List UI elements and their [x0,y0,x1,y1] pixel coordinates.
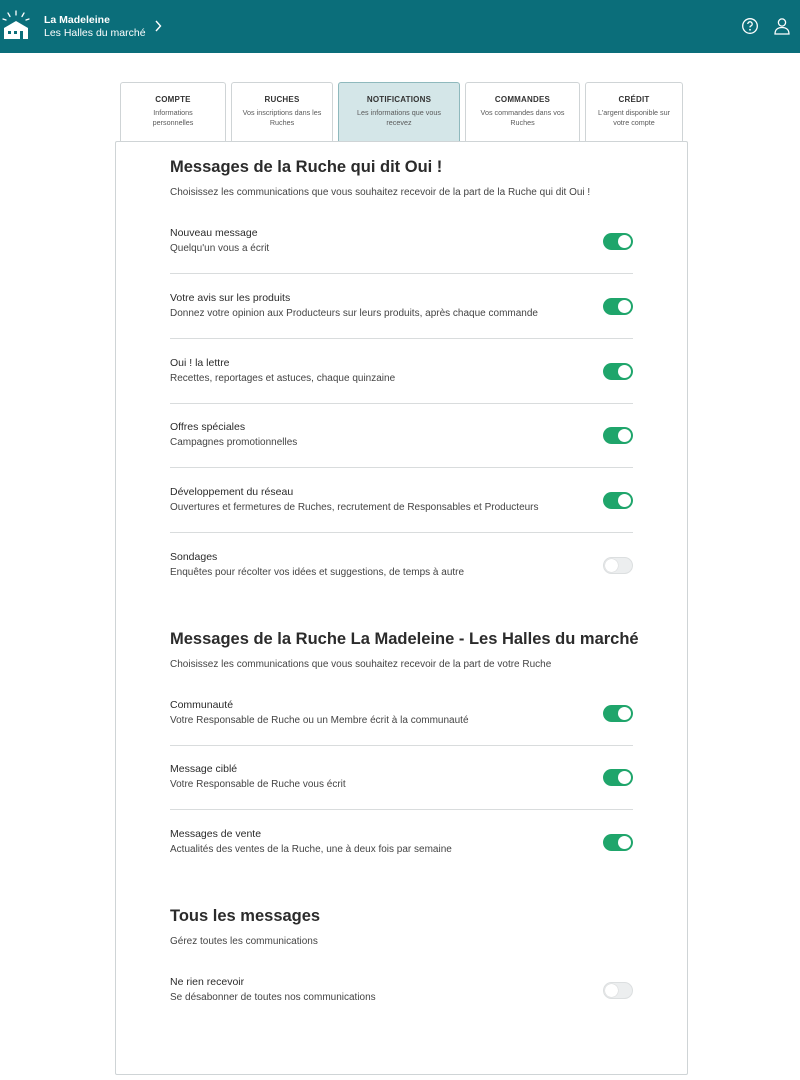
section-desc-local-hive: Choisissez les communications que vous souhaitez recevoir de la part de votre Ruche [170,659,552,670]
user-icon[interactable] [773,17,791,35]
logo-hive-icon[interactable] [2,10,30,40]
notification-row [170,763,633,810]
tab-desc: L'argent disponible sur votre compte [597,108,671,127]
row-title: Message ciblé [170,763,238,775]
hive-location: Les Halles du marché [44,27,146,39]
section-desc-ruche: Choisissez les communications que vous souhaitez recevoir de la part de la Ruche qui dit Oui ! [170,187,591,198]
toggle-developpement-reseau[interactable] [603,492,633,509]
chevron-right-icon [154,20,162,32]
top-bar [0,0,800,53]
notifications-panel [115,141,688,1075]
notification-row [170,699,633,746]
row-desc: Recettes, reportages et astuces, chaque quinzaine [170,373,396,384]
notification-row [170,486,633,533]
row-desc: Donnez votre opinion aux Producteurs sur leurs produits, après chaque commande [170,308,538,319]
section-desc-all: Gérez toutes les communications [170,936,318,947]
notification-row [170,357,633,404]
notification-row [170,227,633,274]
toggle-avis-produits[interactable] [603,298,633,315]
row-title: Communauté [170,699,234,711]
row-desc: Campagnes promotionnelles [170,437,298,448]
section-title-ruche: Messages de la Ruche qui dit Oui ! [170,158,443,176]
section-title-local-hive: Messages de la Ruche La Madeleine - Les Halles du marché [170,630,639,648]
notification-row [170,976,633,1016]
notification-row [170,421,633,468]
tab-desc: Les informations que vous recevez [357,108,441,127]
notification-row [170,292,633,339]
row-title: Développement du réseau [170,486,294,498]
row-title: Sondages [170,551,218,563]
row-title: Nouveau message [170,227,258,239]
hive-name: La Madeleine [44,14,110,26]
help-icon[interactable] [741,17,759,35]
tab-title: COMPTE [155,95,191,104]
row-desc: Se désabonner de toutes nos communications [170,992,376,1003]
tab-desc: Vos inscriptions dans les Ruches [242,108,322,127]
toggle-communaute[interactable] [603,705,633,722]
section-title-all: Tous les messages [170,907,321,925]
toggle-oui-la-lettre[interactable] [603,363,633,380]
toggle-ne-rien-recevoir[interactable] [603,982,633,999]
row-desc: Votre Responsable de Ruche ou un Membre écrit à la communauté [170,715,469,726]
toggle-messages-vente[interactable] [603,834,633,851]
notification-row [170,828,633,868]
row-title: Votre avis sur les produits [170,292,291,304]
toggle-message-cible[interactable] [603,769,633,786]
row-title: Messages de vente [170,828,262,840]
row-title: Ne rien recevoir [170,976,245,988]
toggle-sondages[interactable] [603,557,633,574]
row-desc: Actualités des ventes de la Ruche, une à deux fois par semaine [170,844,452,855]
row-desc: Enquêtes pour récolter vos idées et suggestions, de temps à autre [170,567,465,578]
tab-compte[interactable] [120,82,226,142]
tab-notifications[interactable] [338,82,460,142]
toggle-nouveau-message[interactable] [603,233,633,250]
row-desc: Votre Responsable de Ruche vous écrit [170,779,346,790]
tab-desc: Vos commandes dans vos Ruches [480,108,565,127]
tab-title: NOTIFICATIONS [366,95,432,104]
row-desc: Ouvertures et fermetures de Ruches, recrutement de Responsables et Producteurs [170,502,539,513]
notification-row [170,551,633,591]
tab-title: COMMANDES [494,95,551,104]
tab-title: RUCHES [264,95,300,104]
tab-commandes[interactable] [465,82,580,142]
tab-ruches[interactable] [231,82,333,142]
toggle-offres-speciales[interactable] [603,427,633,444]
hive-selector[interactable] [44,14,162,40]
row-desc: Quelqu'un vous a écrit [170,243,270,254]
tab-desc: Informations personnelles [152,108,194,127]
row-title: Offres spéciales [170,421,246,433]
tab-credit[interactable] [585,82,683,142]
row-title: Oui ! la lettre [170,357,230,369]
tab-title: CRÉDIT [618,95,650,104]
